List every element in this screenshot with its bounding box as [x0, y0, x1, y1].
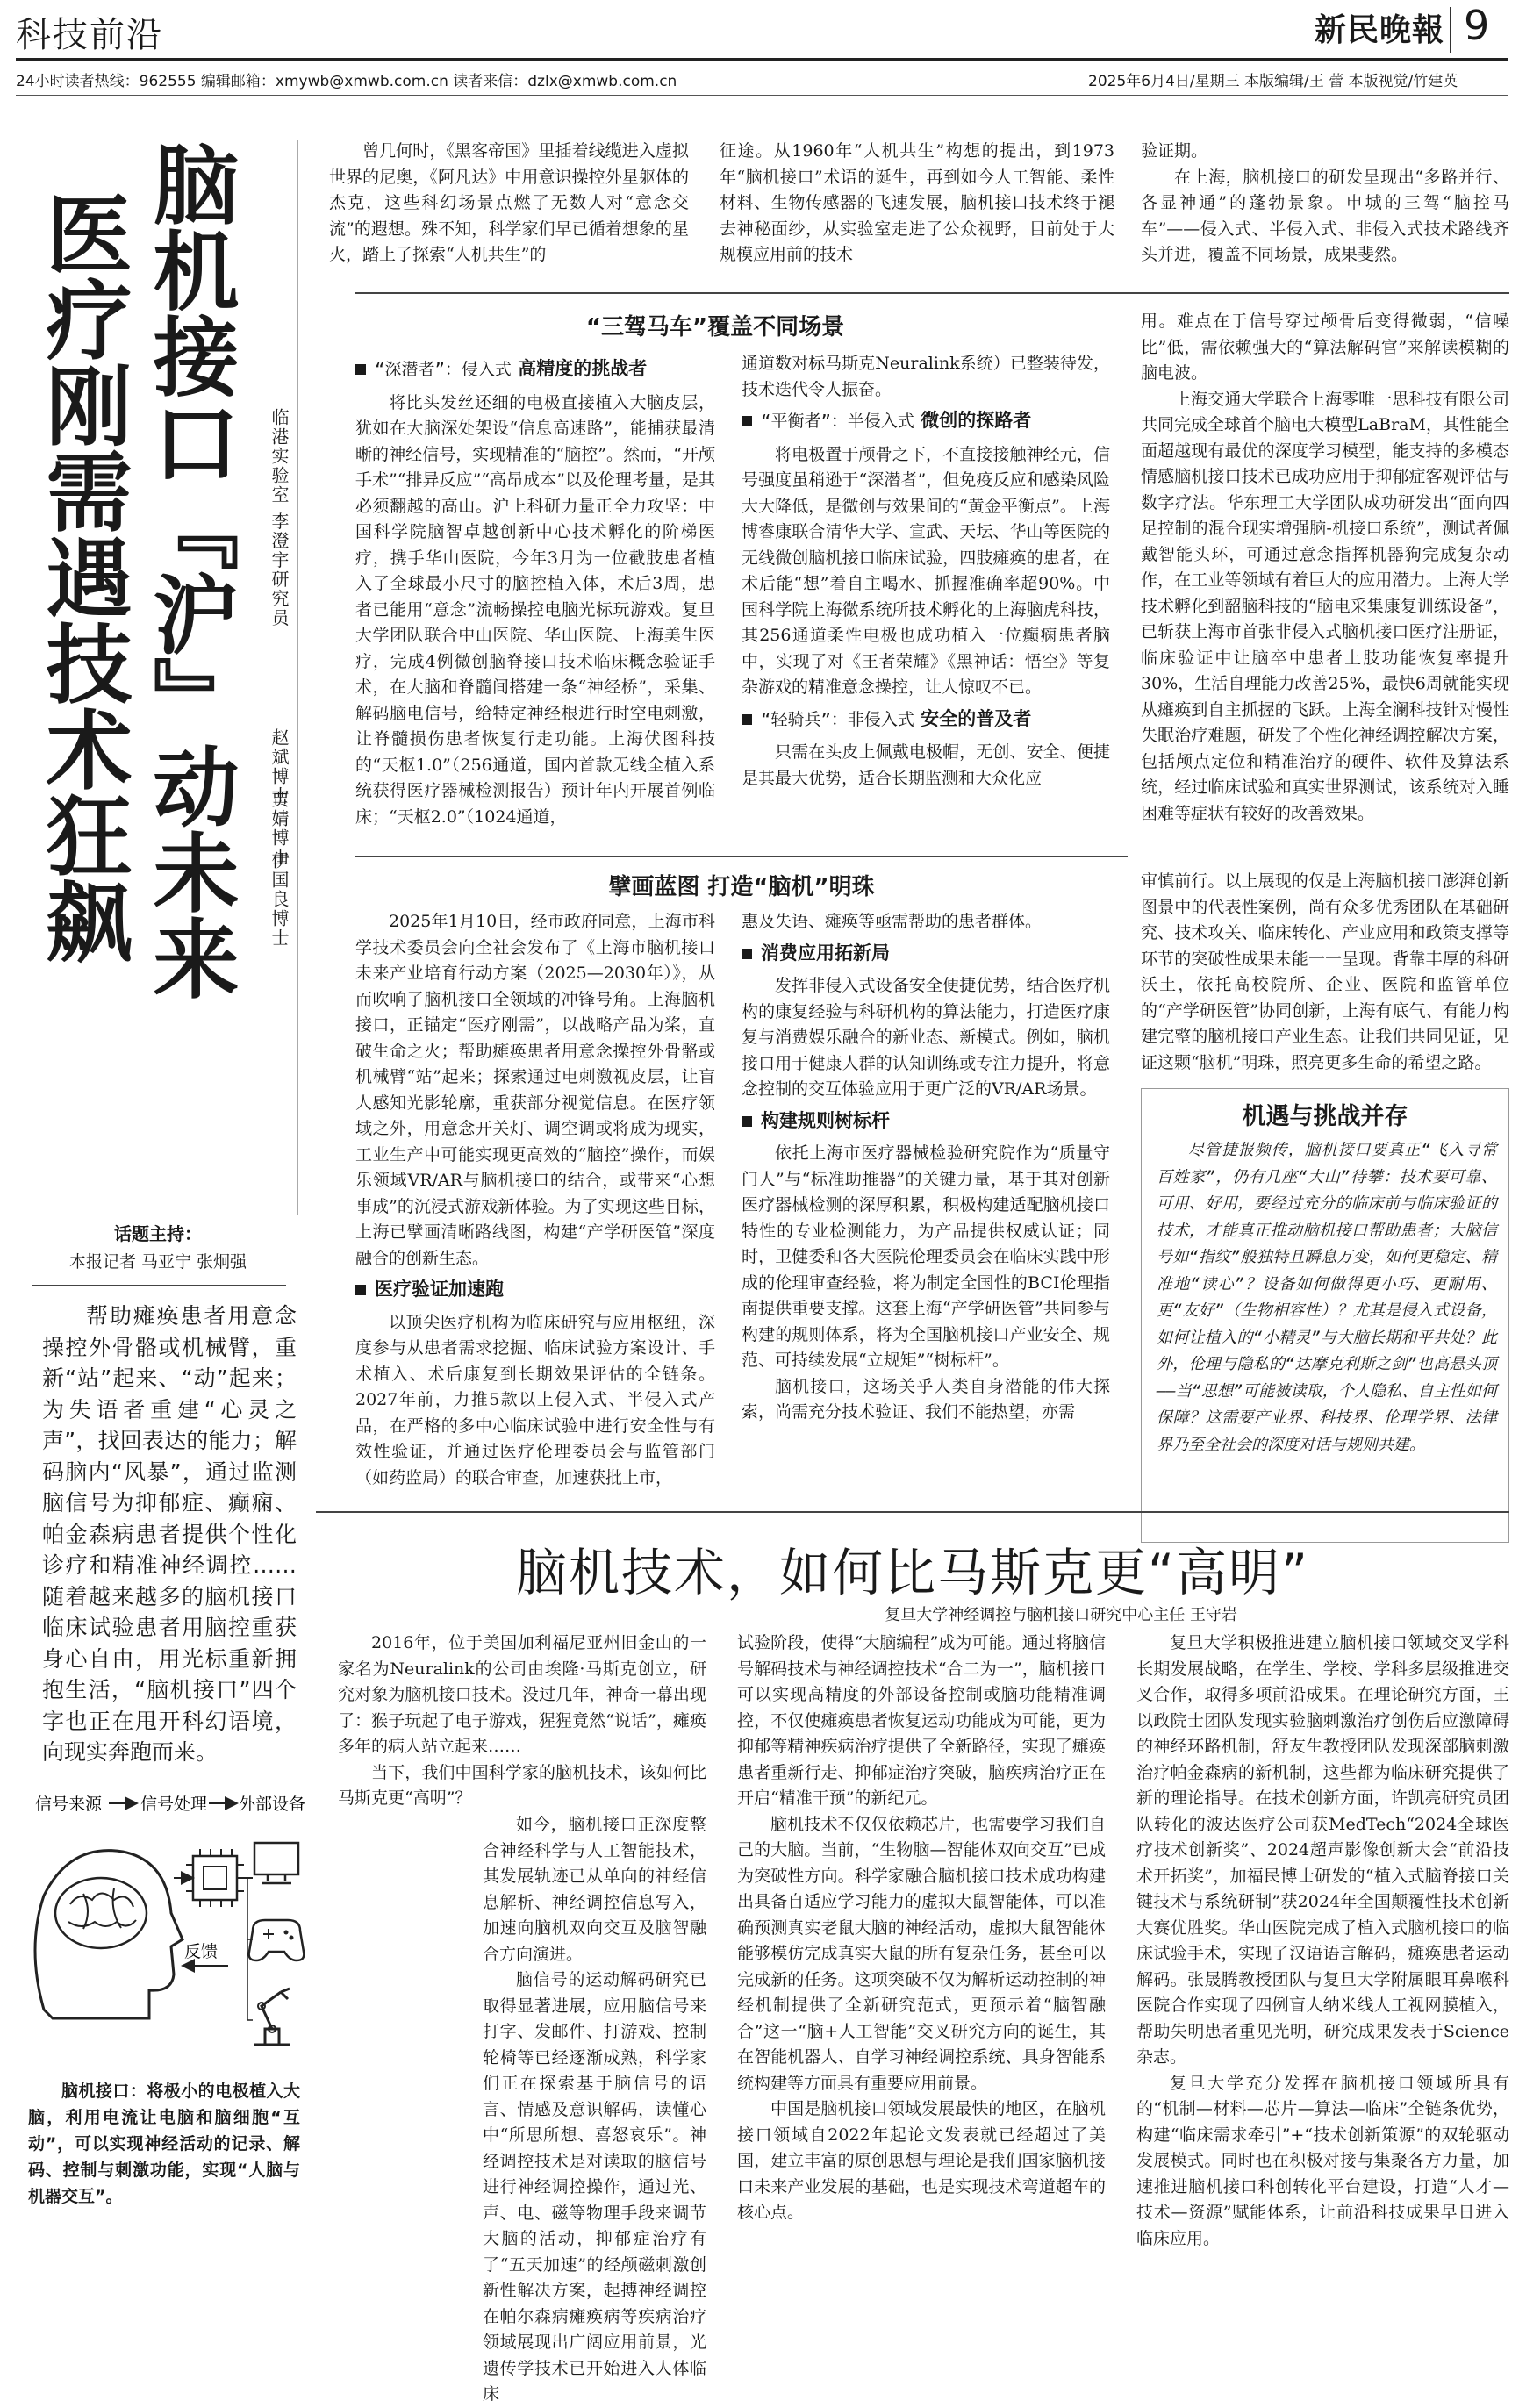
- sec2-paragraph-3: 惠及失语、瘫痪等亟需帮助的患者群体。: [742, 912, 1043, 931]
- intro-text: [42, 1301, 297, 1768]
- sec2-paragraph-1: 2025年1月10日，经市政府同意，上海市科学技术委员会向全社会发布了《上海市脑机接口未来产业培育行动方案（2025—2030年）》，从而吹响了脑机接口全领域的冲锋号角。上海脑机接口，正锚定“医疗刚需”，以战略产品为桨，直破生命之火；帮助瘫痪患者用意念操控外骨骼或机械臂“站”起来；探索通过电刺激视皮层，让盲人感知光影轮廓，重获部分视觉信息。在医疗领域之外，用意念开关灯、调空调或将成为现实，工业生产中可能实现更高效的“脑控”操作，而娱乐领域VR/AR与脑机接口的结合，或带来“心想事成”的沉浸式游戏新体验。为了实现这些目标，上海已擘画清晰路线图，构建“产学研医管”深度融合的创新生态。: [355, 912, 715, 1268]
- chip-icon: [186, 1849, 244, 1907]
- main-title-line2: 医疗刚需遇技术狂飙: [32, 190, 132, 964]
- square-bullet-icon: [742, 416, 752, 426]
- author-4: 伊国良博士: [269, 851, 290, 948]
- top-col-1: [329, 139, 689, 269]
- square-bullet-icon: [355, 1285, 366, 1295]
- subhead-label: “轻骑兵”：非侵入式: [761, 709, 914, 729]
- bci-diagram: [18, 1790, 307, 2062]
- square-bullet-icon: [742, 1116, 752, 1127]
- sec1-paragraph-4: 只需在头皮上佩戴电极帽，无创、安全、便捷是其最大优势，适合长期监测和大众化应: [742, 742, 1110, 788]
- sec2-subhead-1: [355, 1277, 715, 1303]
- square-bullet-icon: [355, 364, 366, 375]
- diagram-caption: 脑机接口：将极小的电极植入大脑，利用电流让电脑和脑细胞“互动”，可以实现神经活动的记录、解码、控制与刺激功能，实现“人脑与机器交互”。: [28, 2082, 300, 2206]
- header-contact: 24小时读者热线：962555 编辑邮箱：xmywb@xmwb.com.cn 读者来信：dzlx@xmwb.com.cn: [16, 73, 677, 90]
- header-rule-thin: [16, 95, 1508, 96]
- sec2-col-3: [1141, 869, 1509, 1076]
- subhead-title: 消费应用拓新局: [761, 942, 890, 964]
- sec1-paragraph-2: 通道数对标马斯克Neuralink系统）已整装待发，技术迭代令人振奋。: [742, 354, 1110, 399]
- art2-paragraph-9: 复旦大学充分发挥在脑机接口领域所具有的“机制—材料—芯片—算法—临床”全链条优势，构建“临床需求牵引”+“技术创新策源”的双轮驱动发展模式。同时也在积极对接与集聚各方力量，加速推进脑机接口科创转化平台建设，打造“人才—技术—资源”赋能体系，让前沿科技成果早日进入临床应用。: [1136, 2073, 1509, 2248]
- subhead-title: 微创的探路者: [921, 410, 1032, 431]
- diagram-label-source: 信号来源: [35, 1795, 103, 1814]
- top-col-3: [1141, 139, 1509, 269]
- art2-paragraph-4: 脑信号的运动解码研究已取得显著进展，应用脑信号来打字、发邮件、打游戏、控制轮椅等已经逐渐成熟，科学家们正在探索基于脑信号的语言、情感及意识解码，读懂心中“所思所想、喜怒哀乐”。神经调控技术是对读取的脑信号进行神经调控操作，通过光、声、电、磁等物理手段来调节大脑的活动，抑郁症治疗有了“五天加速”的经颅磁刺激创新性解决方案，起搏神经调控在帕尔森病瘫痪病等疾病治疗领域展现出广阔应用前景，光遗传学技术已开始进入人体临床: [483, 1970, 706, 2404]
- art2-paragraph-8: 复旦大学积极推进建立脑机接口领域交叉学科长期发展战略，在学生、学校、学科多层级推进交叉合作，取得多项前沿成果。在理论研究方面，王以政院士团队发现实验脑刺激治疗创伤后应激障碍的神经环路机制，舒友生教授团队发现深部脑刺激治疗帕金森病的新机制，这些都为临床研究提供了新的理论指导。在技术创新方面，许凯亮研究员团队转化的波达医疗公司获MedTech“2024全球医疗技术创新奖”、2024超声影像创新大会“前沿技术开拓奖”，加福民博士研发的“植入式脑脊接口关键技术与系统研制”获2024年全国颠覆性技术创新大赛优胜奖。华山医院完成了植入式脑机接口的临床试验手术，实现了汉语语言解码，瘫痪患者运动解码。张晟腾教授团队与复旦大学附属眼耳鼻喉科医院合作实现了四例盲人纳米线人工视网膜植入，帮助失明患者重见光明，研究成果发表于Science杂志。: [1136, 1633, 1509, 2067]
- sec2-col-1: [355, 909, 715, 1491]
- subhead-title: 构建规则树标杆: [761, 1109, 890, 1131]
- sec2-paragraph-2: 以顶尖医疗机构为临床研究与应用枢纽，深度参与从患者需求挖掘、临床试验方案设计、手术植入、术后康复到长期效果评估的全链条。2027年前，力推5款以上侵入式、半侵入式产品，在严格的多中心临床试验中进行安全性与有效性验证，并通过医疗伦理委员会与监管部门（如药监局）的联合审查，加速获批上市，: [355, 1312, 715, 1487]
- top-paragraph-4: 在上海，脑机接口的研发呈现出“多路并行、各显神通”的蓬勃景象。申城的三驾“脑控马车”——侵入式、半侵入式、非侵入式技术路线齐头并进，覆盖不同场景，成果斐然。: [1141, 167, 1509, 264]
- square-bullet-icon: [742, 714, 752, 725]
- top-paragraph-1: 曾几何时，《黑客帝国》里插着线缆进入虚拟世界的尼奥，《阿凡达》中用意识操控外星躯体的杰克，这些科幻场景点燃了无数人对“意念交流”的遐想。殊不知，科学家们早已循着想象的星火，踏上了探索“人机共生”的: [329, 141, 689, 264]
- section2-title: 擘画蓝图 打造“脑机”明珠: [608, 874, 875, 900]
- sec2-subhead-3: [742, 1108, 1110, 1135]
- art2-paragraph-5: 试验阶段，使得“大脑编程”成为可能。通过将脑信号解码技术与神经调控技术“合二为一”，脑机接口可以实现高精度的外部设备控制或脑功能精准调控，不仅使瘫痪患者恢复运动功能成为可能，更为抑郁等精神疾病治疗提供了全新路径，实现了瘫痪患者重新行走、抑郁症治疗突破，脑疾病治疗正在开启“精准干预”的新纪元。: [737, 1633, 1106, 1808]
- sec1-col-1: [355, 351, 715, 830]
- art2-paragraph-7: 中国是脑机接口领域发展最快的地区，在脑机接口领域自2022年起论文发表就已经超过了美国，建立丰富的原创思想与理论是我们国家脑机接口未来产业发展的基础，也是实现技术弯道超车的核心点。: [737, 2099, 1106, 2222]
- top-paragraph-3: 验证期。: [1141, 141, 1208, 161]
- diagram-label-process: 信号处理: [140, 1795, 208, 1814]
- subhead-title: 高精度的挑战者: [518, 358, 648, 379]
- opportunity-box-text: [1157, 1137, 1497, 1458]
- section1-title: “三驾马车”覆盖不同场景: [585, 314, 845, 340]
- header-rule: [16, 58, 1508, 61]
- head-brain-icon: [35, 1851, 183, 2018]
- intro-paragraph: 帮助瘫痪患者用意念操控外骨骼或机械臂，重新“站”起来、“动”起来；为失语者重建“心灵之声”，找回表达的能力；解码脑内“风暴”，通过监测脑信号为抑郁症、癫痫、帕金森病患者提供个性化诊疗和精准神经调控……随着越来越多的脑机接口临床试验患者用脑控重获身心自由，用光标重新拥抱生活，“脑机接口”四个字也正在甩开科幻语境，向现实奔跑而来。: [42, 1303, 297, 1765]
- art2-col-2: [737, 1630, 1106, 2226]
- sec1-subhead-2: [742, 408, 1110, 435]
- host-rule: [32, 1285, 286, 1286]
- author-2: 赵斌博士: [269, 728, 290, 806]
- gamepad-icon: [249, 1920, 305, 1960]
- bci-diagram-svg: [18, 1790, 307, 2062]
- opportunity-paragraph: 尽管捷报频传，脑机接口要真正“飞入寻常百姓家”，仍有几座“大山”待攀：技术要可靠、可用、好用，要经过充分的临床前与临床验证的技术，才能真正推动脑机接口帮助患者；大脑信号如“指纹”般独特且瞬息万变，如何更稳定、精准地“读心”？设备如何做得更小巧、更耐用、更“友好”（生物相容性）？尤其是侵入式设备，如何让植入的“小精灵”与大脑长期和平共处？此外，伦理与隐私的“达摩克利斯之剑”也高悬头顶——当“思想”可能被读取，个人隐私、自主性如何保障？这需要产业界、科技界、伦理学界、法律界乃至全社会的深度对话与规则共建。: [1157, 1141, 1497, 1454]
- subhead-title: 安全的普及者: [921, 707, 1032, 729]
- article2-title: 脑机技术，如何比马斯克更“高明”: [515, 1543, 1310, 1602]
- subhead-label: “深潜者”：侵入式: [375, 360, 512, 379]
- sec2-paragraph-4: 发挥非侵入式设备安全便捷优势，结合医疗机构的康复经验与科研机构的算法能力，打造医疗康复与消费娱乐融合的新业态、新模式。例如，脑机接口用于健康人群的认知训练或专注力提升，将意念控制的交互体验应用于更广泛的VR/AR场景。: [742, 976, 1110, 1099]
- sec2-paragraph-5: 依托上海市医疗器械检验研究院作为“质量守门人”与“标准助推器”的关键力量，基于其对创新医疗器械检测的深厚积累，积极构建适配脑机接口特性的专业检测能力，为产品提供权威认证；同时，卫健委和各大医院伦理委员会在临床实践中形成的伦理审查经验，将为制定全国性的BCI伦理指南提供重要支撑。这套上海“产学研医管”共同参与构建的规则体系，将为全国脑机接口产业安全、规范、可持续发展“立规矩”“树标杆”。: [742, 1143, 1110, 1370]
- newspaper-brand: 新民晚報: [1315, 11, 1445, 48]
- robot-arm-icon: [254, 1989, 290, 2045]
- art2-col-1: [338, 1630, 706, 1812]
- page-number: 9: [1464, 2, 1490, 49]
- section2-rule: [355, 856, 1128, 857]
- author-1: 临港实验室 李澄宇研究员: [269, 408, 290, 628]
- sec2-col-2: [742, 909, 1110, 1426]
- host-names: 本报记者 马亚宁 张炯强: [68, 1252, 247, 1272]
- main-title-line1: 脑机接口『沪』动未来: [139, 140, 239, 1000]
- computer-icon: [254, 1843, 298, 1883]
- topic-host: [18, 1220, 298, 1281]
- sec1-paragraph-5: 用。难点在于信号穿过颅骨后变得微弱，“信噪比”低，需依赖强大的“算法解码官”来解读模糊的脑电波。: [1141, 312, 1509, 383]
- top-paragraph-2: 征途。从1960年“人机共生”构想的提出，到1973年“脑机接口”术语的诞生，再到如今人工智能、柔性材料、生物传感器的飞速发展，脑机接口技术终于褪去神秘面纱，从实验室走进了公众视野，目前处于大规模应用前的技术: [720, 141, 1114, 264]
- sec2-paragraph-7: 审慎前行。以上展现的仅是上海脑机接口澎湃创新图景中的代表性案例，尚有众多优秀团队在基础研究、技术攻关、临床转化、产业应用和政策支撑等环节的突破性成果未能一一呈现。背靠丰厚的科研沃土，依托高校院所、企业、医院和监管单位的“产学研医管”协同创新，上海有底气、有能力构建完整的脑机接口产业生态。让我们共同见证，见证这颗“脑机”明珠，照亮更多生命的希望之路。: [1141, 871, 1509, 1072]
- sec1-paragraph-6: 上海交通大学联合上海零唯一思科技有限公司共同完成全球首个脑电大模型LaBraM，其性能全面超越现有最优的深度学习模型，能支持的多模态情感脑机接口技术已成功应用于抑郁症客观评估与数字疗法。华东理工大学团队成功研发出“面向四足控制的混合现实增强脑-机接口系统”，测试者佩戴智能头环，可通过意念指挥机器狗完成复杂动作，在工业等领域有着巨大的应用潜力。上海大学技术孵化到韶脑科技的“脑电采集康复训练设备”，已斩获上海市首张非侵入式脑机接口医疗注册证，临床验证中让脑卒中患者上肢功能恢复率提升30%，生活自理能力改善25%，最快6周就能实现从瘫痪到自主抓握的飞跃。上海全澜科技针对慢性失眠治疗难题，研发了个性化神经调控解决方案，包括颅点定位和精准治疗的硬件、软件及算法系统，经过临床试验和真实世界测试，该系统对入睡困难等症状有较好的改善效果。: [1141, 389, 1509, 823]
- art2-paragraph-3: 如今，脑机接口正深度整合神经科学与人工智能技术，其发展轨迹已从单向的神经信息解析、神经调控信息写入，加速向脑机双向交互及脑智融合方向演进。: [483, 1815, 706, 1964]
- host-title: 话题主持：: [114, 1223, 202, 1244]
- square-bullet-icon: [742, 949, 752, 959]
- art2-paragraph-1: 2016年，位于美国加利福尼亚州旧金山的一家名为Neuralink的公司由埃隆·马斯克创立，研究对象为脑机接口技术。没过几年，神奇一幕出现了：猴子玩起了电子游戏，猩猩竟然“说话”，瘫痪多年的病人站立起来……: [338, 1633, 706, 1756]
- diagram-label-device: 外部设备: [239, 1795, 306, 1814]
- sec2-paragraph-6: 脑机接口，这场关乎人类自身潜能的伟大探索，尚需充分技术验证、我们不能热望，亦需: [742, 1376, 1110, 1422]
- subhead-label: “平衡者”：半侵入式: [761, 412, 914, 431]
- header-date: 2025年6月4日/星期三 本版编辑/王 蕾 本版视觉/竹建英: [1088, 73, 1458, 90]
- subhead-title: 医疗验证加速跑: [375, 1279, 504, 1300]
- sec1-paragraph-3: 将电极置于颅骨之下，不直接接触神经元，信号强度虽稍逊于“深潜者”，但免疫反应和感染风险大大降低，是微创与效果间的“黄金平衡点”。上海博睿康联合清华大学、宣武、天坛、华山等医院的无线微创脑机接口临床试验，四肢瘫痪的患者，在术后能“想”着自主喝水、抓握准确率超90%。中国科学院上海微系统所技术孵化的上海脑虎科技，其256通道柔性电极也成功植入一位癫痫患者脑中，实现了对《王者荣耀》《黑神话：悟空》等复杂游戏的精准意念操控，让人惊叹不已。: [742, 444, 1110, 697]
- sec1-col-2: [742, 351, 1110, 792]
- art2-paragraph-6: 脑机技术不仅仅依赖芯片，也需要学习我们自己的大脑。当前，“生物脑—智能体双向交互”已成为突破性方向。科学家融合脑机接口技术成功构建出具备自适应学习能力的虚拟大鼠智能体，可以准确预测真实老鼠大脑的神经活动，虚拟大鼠智能体能够模仿完成真实大鼠的所有复杂任务，甚至可以完成新的任务。这项突破不仅为解析运动控制的神经机制提供了全新研究范式，更预示着“脑智融合”这一“脑+人工智能”交叉研究方向的诞生，其在智能机器人、自学习神经调控系统、具身智能系统构建等方面具有重要应用前景。: [737, 1814, 1106, 2093]
- diagram-label-feedback: 反馈: [184, 1942, 219, 1961]
- top-col-2: [720, 139, 1114, 269]
- section1-rule: [355, 292, 1509, 294]
- sec1-subhead-3: [742, 706, 1110, 734]
- header-divider: [1450, 7, 1451, 53]
- art2-paragraph-2: 当下，我们中国科学家的脑机技术，该如何比马斯克更“高明”？: [338, 1762, 706, 1808]
- author-3: 贾婧博士: [269, 790, 290, 867]
- section-name: 科技前沿: [16, 15, 163, 55]
- art2-col-3: [1136, 1630, 1509, 2252]
- sec2-subhead-2: [742, 941, 1110, 967]
- article2-author: 复旦大学神经调控与脑机接口研究中心主任 王守岩: [885, 1606, 1237, 1624]
- sec1-subhead-1: [355, 356, 715, 383]
- sec1-col-3: [1141, 309, 1509, 827]
- art2-col-1-narrow: [483, 1812, 706, 2408]
- article2-rule: [316, 1511, 1509, 1513]
- opportunity-box-title: 机遇与挑战并存: [1242, 1103, 1408, 1130]
- sec1-paragraph-1: 将比头发丝还细的电极直接植入大脑皮层，犹如在大脑深处架设“信息高速路”，能捕获最清晰的神经信号，实现精准的“脑控”。然而，“开颅手术”“排异反应”“高昂成本”以及伦理考量，是其必须翻越的高山。沪上科研力量正全力攻坚：中国科学院脑智卓越创新中心技术孵化的阶梯医疗，携手华山医院，今年3月为一位截肢患者植入了全球最小尺寸的脑控植入体，术后3周，患者已能用“意念”流畅操控电脑光标玩游戏。复旦大学团队联合中山医院、华山医院、上海美生医疗，完成4例微创脑脊接口技术临床概念验证手术，在大脑和脊髓间搭建一条“神经桥”，采集、解码脑电信号，给特定神经根进行时空电刺激，让脊髓损伤患者恢复行走功能。上海伏图科技的“天枢1.0”（256通道，国内首款无线全植入系统获得医疗器械检测报告）预计年内开展首例临床；“天枢2.0”（1024通道，: [355, 392, 715, 827]
